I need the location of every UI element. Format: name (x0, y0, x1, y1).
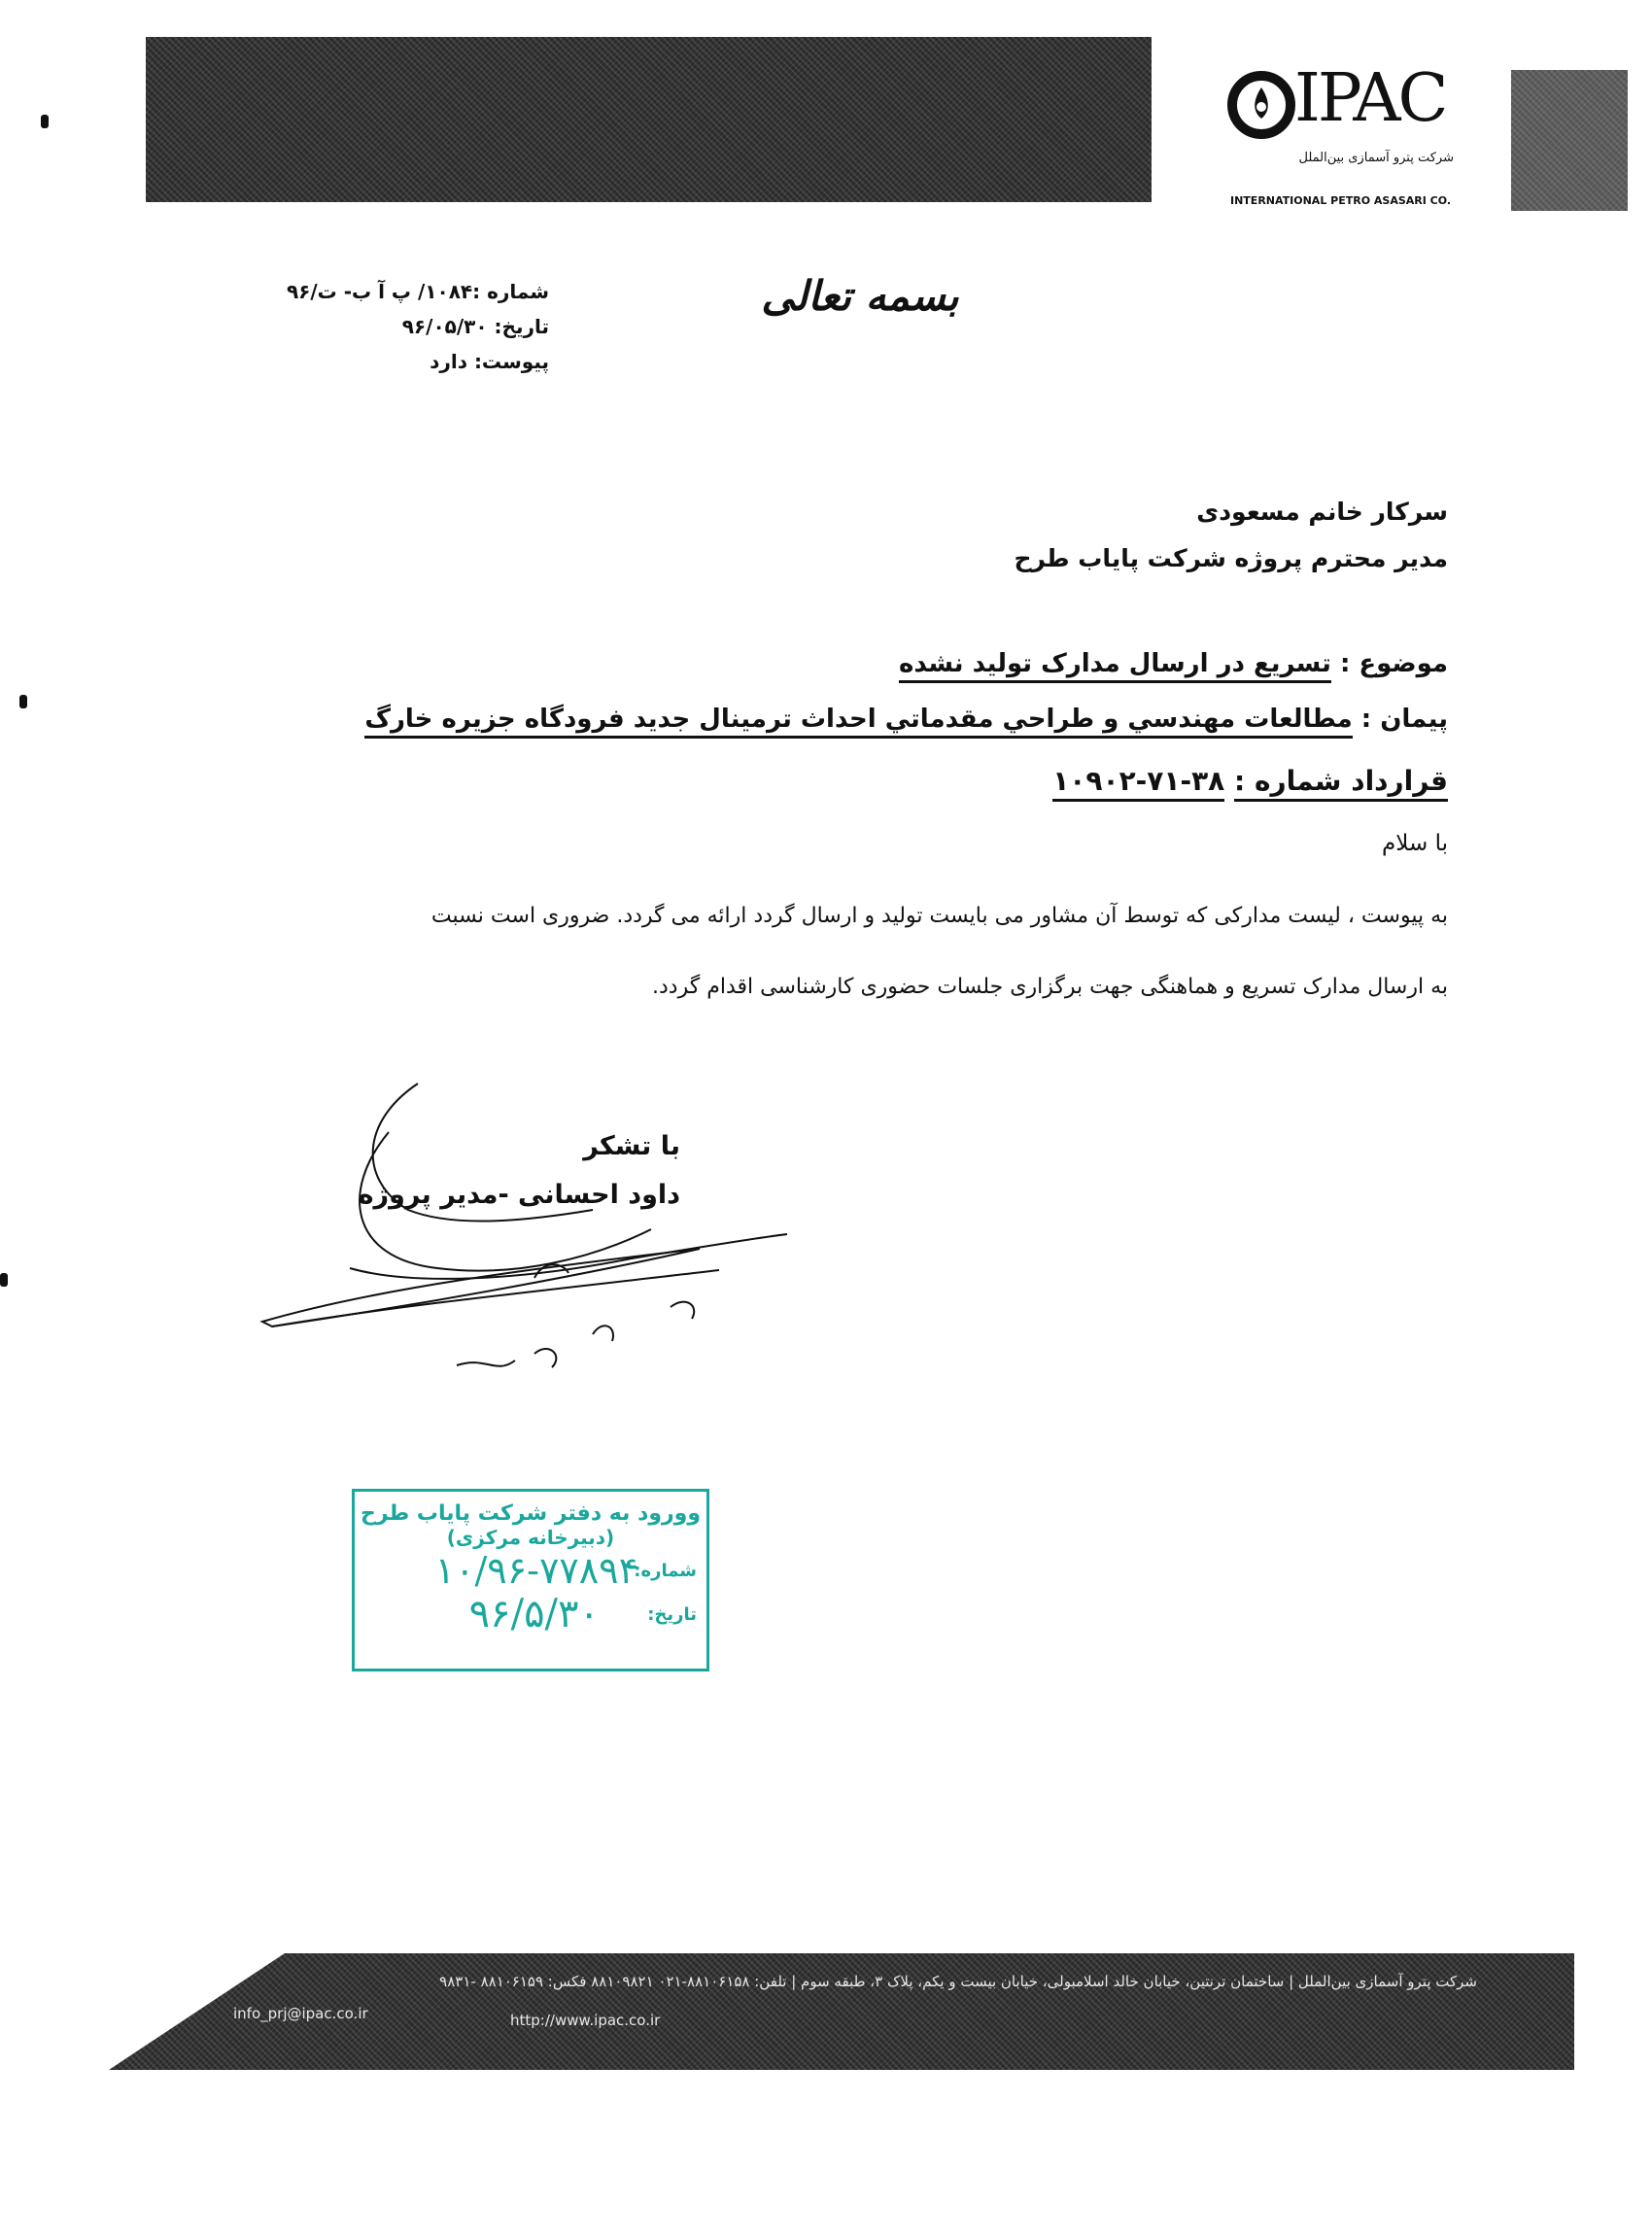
footer-website: http://www.ipac.co.ir (510, 2012, 661, 2029)
stamp-number-label: شماره: (634, 1560, 697, 1581)
stamp-number-row (355, 1549, 706, 1592)
basmala: بسمه تعالی (761, 272, 959, 320)
recipient-name: سرکار خانم مسعودی (1196, 498, 1448, 526)
contract-line (243, 705, 1448, 734)
scan-edge-mark (41, 115, 49, 128)
stamp-title: وورود به دفتر شرکت پایاب طرح (360, 1501, 702, 1526)
contract-number-label: قرارداد شماره : (1234, 765, 1448, 802)
body-line-2: به ارسال مدارک تسریع و هماهنگی جهت برگزاری جلسات حضوری کارشناسی اقدام گردد. (652, 975, 1448, 999)
letter-date: تاریخ: ۹۶/۰۵/۳۰ (401, 315, 549, 338)
company-name-fa: شرکت پترو آسمازی بین‌الملل (1298, 151, 1454, 165)
subject-line (583, 649, 1448, 678)
letter-meta (194, 274, 549, 379)
signer-name: داود احسانی -مدیر پروژه (358, 1180, 680, 1210)
greeting: با سلام (1382, 831, 1448, 856)
stamp-subtitle: (دبیرخانه مرکزی) (446, 1526, 615, 1549)
contract-label: پیمان : (1360, 705, 1448, 734)
subject-label: موضوع : (1339, 649, 1448, 678)
logo-text: IPAC (1294, 60, 1446, 137)
scan-edge-mark (0, 1273, 8, 1287)
scan-edge-mark (19, 695, 27, 708)
body-line-1: به پیوست ، لیست مدارکی که توسط آن مشاور می بایست تولید و ارسال گردد ارائه می گردد. ضروری است نسبت (430, 904, 1448, 928)
stamp-date-value: ۹۶/۵/۳۰ (468, 1592, 600, 1636)
header-dark-band (146, 37, 1152, 202)
handwritten-signature (243, 1064, 826, 1395)
letter-attachment: پیوست: دارد (430, 350, 549, 373)
contract-number-line (680, 765, 1448, 797)
subject-text: تسریع در ارسال مدارک تولید نشده (899, 649, 1331, 683)
company-logo (1224, 58, 1458, 207)
footer-email: info_prj@ipac.co.ir (233, 2005, 368, 2022)
contract-text: مطالعات مهندسي و طراحي مقدماتي احداث ترمينال جديد فرودگاه جزيره خارگ (364, 705, 1352, 739)
letter-number: شماره :۱۰۸۴/ پ آ ب- ت/۹۶ (286, 280, 549, 303)
footer-address: شرکت پترو آسمازی بین‌الملل | ساختمان ترنتین، خیابان خالد اسلامبولی، خیابان بیست و یکم، پلاک ۳، طبقه سوم | تلفن: ۸۸۱۰۶۱۵۸-۰۲۱ ۸۸۱۰۹۸۲۱ فکس: ۸۸۱۰۶۱۵۹ -۹۸۳۱ (439, 1973, 1477, 1990)
contract-number-value: ۳۸-۷۱-۱۰۹۰۲ (1052, 765, 1224, 802)
stamp-date-row (355, 1592, 706, 1636)
receipt-stamp (352, 1489, 709, 1671)
stamp-number-value: ۱۰/۹۶-۷۷۸۹۴ (434, 1549, 638, 1592)
header-right-block (1511, 70, 1628, 211)
stamp-date-label: تاریخ: (647, 1603, 697, 1625)
recipient-title: مدیر محترم پروژه شرکت پایاب طرح (1014, 544, 1448, 572)
closing-thanks: با تشکر (583, 1131, 680, 1161)
company-name-en: INTERNATIONAL PETRO ASASARI CO. (1230, 194, 1452, 207)
recipient (777, 489, 1448, 582)
